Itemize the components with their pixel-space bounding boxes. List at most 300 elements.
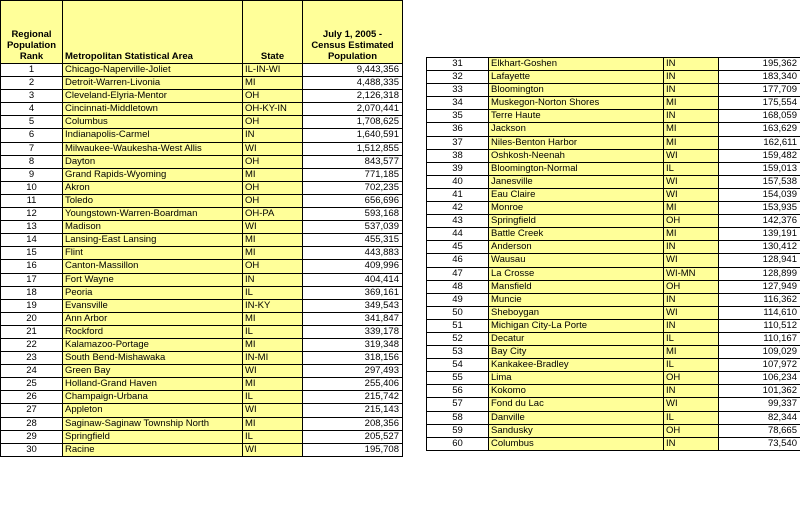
rank-cell: 14 <box>1 234 63 247</box>
msa-cell: Saginaw-Saginaw Township North <box>63 417 243 430</box>
table-row <box>1 221 403 234</box>
msa-cell: Niles-Benton Harbor <box>489 136 664 149</box>
msa-cell: Dayton <box>63 155 243 168</box>
state-cell: OH-PA <box>243 208 303 221</box>
rank-cell: 48 <box>427 280 489 293</box>
rank-cell: 34 <box>427 97 489 110</box>
table-row <box>1 116 403 129</box>
msa-cell: Jackson <box>489 123 664 136</box>
header-row <box>1 1 403 64</box>
state-cell: WI <box>243 443 303 456</box>
population-cell: 73,540 <box>719 437 800 450</box>
msa-cell: Monroe <box>489 202 664 215</box>
msa-cell: Milwaukee-Waukesha-West Allis <box>63 142 243 155</box>
state-cell: IN <box>664 84 719 97</box>
table-row <box>1 77 403 90</box>
table-row <box>427 319 800 332</box>
table-row <box>1 417 403 430</box>
rank-cell: 54 <box>427 359 489 372</box>
population-cell: 339,178 <box>303 325 403 338</box>
population-cell: 177,709 <box>719 84 800 97</box>
table-row <box>427 149 800 162</box>
rank-cell: 13 <box>1 221 63 234</box>
rank-cell: 43 <box>427 215 489 228</box>
table-row <box>427 332 800 345</box>
population-cell: 154,039 <box>719 188 800 201</box>
population-cell: 162,611 <box>719 136 800 149</box>
state-cell: WI <box>664 149 719 162</box>
state-cell: MI <box>243 417 303 430</box>
table-row <box>1 430 403 443</box>
population-cell: 1,640,591 <box>303 129 403 142</box>
population-cell: 593,168 <box>303 208 403 221</box>
population-cell: 101,362 <box>719 385 800 398</box>
rank-cell: 37 <box>427 136 489 149</box>
rank-cell: 35 <box>427 110 489 123</box>
table-row <box>1 194 403 207</box>
table-row <box>1 365 403 378</box>
population-cell: 702,235 <box>303 181 403 194</box>
state-cell: MI <box>243 247 303 260</box>
msa-cell: Lima <box>489 372 664 385</box>
rank-cell: 42 <box>427 202 489 215</box>
rank-cell: 5 <box>1 116 63 129</box>
header-population: July 1, 2005 - Census Estimated Population <box>303 1 403 64</box>
table-row <box>1 338 403 351</box>
rank-cell: 10 <box>1 181 63 194</box>
state-cell: OH <box>243 155 303 168</box>
population-cell: 114,610 <box>719 306 800 319</box>
population-cell: 2,126,318 <box>303 90 403 103</box>
table-row <box>427 84 800 97</box>
population-cell: 128,941 <box>719 254 800 267</box>
msa-cell: Decatur <box>489 332 664 345</box>
rank-cell: 17 <box>1 273 63 286</box>
msa-cell: Springfield <box>63 430 243 443</box>
state-cell: WI-MN <box>664 267 719 280</box>
table-row <box>427 293 800 306</box>
state-cell: WI <box>243 142 303 155</box>
population-cell: 159,482 <box>719 149 800 162</box>
state-cell: MI <box>664 346 719 359</box>
rank-cell: 7 <box>1 142 63 155</box>
rank-cell: 51 <box>427 319 489 332</box>
msa-cell: Kokomo <box>489 385 664 398</box>
population-cell: 443,883 <box>303 247 403 260</box>
state-cell: WI <box>664 175 719 188</box>
population-cell: 127,949 <box>719 280 800 293</box>
table-row <box>427 254 800 267</box>
table-row <box>1 247 403 260</box>
table-row <box>427 202 800 215</box>
table-row <box>1 391 403 404</box>
state-cell: WI <box>664 254 719 267</box>
rank-cell: 25 <box>1 378 63 391</box>
rank-cell: 2 <box>1 77 63 90</box>
msa-cell: Eau Claire <box>489 188 664 201</box>
msa-cell: Akron <box>63 181 243 194</box>
state-cell: OH <box>243 194 303 207</box>
rank-cell: 58 <box>427 411 489 424</box>
population-cell: 205,527 <box>303 430 403 443</box>
state-cell: IN <box>664 110 719 123</box>
msa-cell: Cleveland-Elyria-Mentor <box>63 90 243 103</box>
population-cell: 409,996 <box>303 260 403 273</box>
rank-cell: 27 <box>1 404 63 417</box>
msa-cell: La Crosse <box>489 267 664 280</box>
table-row <box>427 411 800 424</box>
population-cell: 1,708,625 <box>303 116 403 129</box>
state-cell: IL <box>664 359 719 372</box>
population-cell: 109,029 <box>719 346 800 359</box>
rank-cell: 53 <box>427 346 489 359</box>
msa-cell: Sheboygan <box>489 306 664 319</box>
population-cell: 116,362 <box>719 293 800 306</box>
rank-cell: 31 <box>427 58 489 71</box>
table-row <box>1 299 403 312</box>
population-cell: 208,356 <box>303 417 403 430</box>
table-row <box>1 168 403 181</box>
msa-cell: Madison <box>63 221 243 234</box>
rank-cell: 12 <box>1 208 63 221</box>
population-cell: 78,665 <box>719 424 800 437</box>
msa-cell: Flint <box>63 247 243 260</box>
rank-cell: 55 <box>427 372 489 385</box>
population-cell: 656,696 <box>303 194 403 207</box>
state-cell: OH <box>664 372 719 385</box>
population-cell: 843,577 <box>303 155 403 168</box>
population-cell: 537,039 <box>303 221 403 234</box>
msa-cell: Danville <box>489 411 664 424</box>
msa-table-left <box>0 0 403 457</box>
msa-cell: Battle Creek <box>489 228 664 241</box>
rank-cell: 18 <box>1 286 63 299</box>
table-row <box>427 241 800 254</box>
table-row <box>1 443 403 456</box>
table-row <box>427 228 800 241</box>
rank-cell: 46 <box>427 254 489 267</box>
rank-cell: 32 <box>427 71 489 84</box>
rank-cell: 36 <box>427 123 489 136</box>
population-cell: 195,362 <box>719 58 800 71</box>
rank-cell: 60 <box>427 437 489 450</box>
state-cell: MI <box>664 97 719 110</box>
state-cell: IN <box>664 241 719 254</box>
state-cell: IN <box>664 71 719 84</box>
state-cell: MI <box>243 168 303 181</box>
state-cell: IN <box>664 385 719 398</box>
state-cell: MI <box>243 338 303 351</box>
header-rank: Regional Population Rank <box>1 1 63 64</box>
msa-cell: Kankakee-Bradley <box>489 359 664 372</box>
rank-cell: 28 <box>1 417 63 430</box>
table-row <box>427 188 800 201</box>
rank-cell: 40 <box>427 175 489 188</box>
table-row <box>427 280 800 293</box>
state-cell: MI <box>243 378 303 391</box>
msa-cell: Lafayette <box>489 71 664 84</box>
state-cell: IL-IN-WI <box>243 64 303 77</box>
table-row <box>427 267 800 280</box>
table-row <box>427 162 800 175</box>
state-cell: WI <box>664 306 719 319</box>
table-row <box>427 346 800 359</box>
table-row <box>427 71 800 84</box>
state-cell: IL <box>664 162 719 175</box>
state-cell: OH <box>664 424 719 437</box>
state-cell: MI <box>243 77 303 90</box>
population-cell: 139,191 <box>719 228 800 241</box>
population-cell: 110,167 <box>719 332 800 345</box>
msa-cell: Indianapolis-Carmel <box>63 129 243 142</box>
msa-cell: Oshkosh-Neenah <box>489 149 664 162</box>
table-row <box>427 123 800 136</box>
state-cell: IN <box>664 437 719 450</box>
msa-cell: Peoria <box>63 286 243 299</box>
header-msa: Metropolitan Statistical Area <box>63 1 243 64</box>
population-cell: 195,708 <box>303 443 403 456</box>
msa-cell: Green Bay <box>63 365 243 378</box>
population-cell: 130,412 <box>719 241 800 254</box>
population-cell: 110,512 <box>719 319 800 332</box>
state-cell: OH <box>243 116 303 129</box>
state-cell: WI <box>664 398 719 411</box>
rank-cell: 26 <box>1 391 63 404</box>
rank-cell: 15 <box>1 247 63 260</box>
population-cell: 215,143 <box>303 404 403 417</box>
msa-cell: Elkhart-Goshen <box>489 58 664 71</box>
table-row <box>427 215 800 228</box>
rank-cell: 50 <box>427 306 489 319</box>
table-row <box>427 359 800 372</box>
state-cell: IL <box>243 430 303 443</box>
rank-cell: 38 <box>427 149 489 162</box>
table-row <box>1 64 403 77</box>
population-cell: 157,538 <box>719 175 800 188</box>
rank-cell: 47 <box>427 267 489 280</box>
population-cell: 349,543 <box>303 299 403 312</box>
rank-cell: 30 <box>1 443 63 456</box>
rank-cell: 8 <box>1 155 63 168</box>
state-cell: IN-KY <box>243 299 303 312</box>
msa-cell: Fond du Lac <box>489 398 664 411</box>
rank-cell: 22 <box>1 338 63 351</box>
msa-cell: Columbus <box>63 116 243 129</box>
population-cell: 159,013 <box>719 162 800 175</box>
rank-cell: 52 <box>427 332 489 345</box>
population-cell: 455,315 <box>303 234 403 247</box>
rank-cell: 23 <box>1 352 63 365</box>
rank-cell: 21 <box>1 325 63 338</box>
population-cell: 319,348 <box>303 338 403 351</box>
table-row <box>1 286 403 299</box>
population-cell: 153,935 <box>719 202 800 215</box>
state-cell: OH <box>243 181 303 194</box>
population-cell: 9,443,356 <box>303 64 403 77</box>
msa-cell: Holland-Grand Haven <box>63 378 243 391</box>
msa-cell: South Bend-Mishawaka <box>63 352 243 365</box>
rank-cell: 1 <box>1 64 63 77</box>
msa-table-right <box>426 57 800 451</box>
table-row <box>1 260 403 273</box>
table-row <box>1 325 403 338</box>
state-cell: IL <box>664 411 719 424</box>
msa-cell: Youngstown-Warren-Boardman <box>63 208 243 221</box>
rank-cell: 9 <box>1 168 63 181</box>
state-cell: OH <box>243 260 303 273</box>
state-cell: MI <box>664 123 719 136</box>
state-cell: WI <box>243 404 303 417</box>
state-cell: IN <box>243 129 303 142</box>
table-row <box>1 404 403 417</box>
table-row <box>1 142 403 155</box>
msa-cell: Muskegon-Norton Shores <box>489 97 664 110</box>
state-cell: IL <box>243 286 303 299</box>
msa-cell: Lansing-East Lansing <box>63 234 243 247</box>
state-cell: OH-KY-IN <box>243 103 303 116</box>
msa-cell: Bloomington-Normal <box>489 162 664 175</box>
msa-cell: Bloomington <box>489 84 664 97</box>
population-cell: 771,185 <box>303 168 403 181</box>
state-cell: WI <box>664 188 719 201</box>
population-cell: 142,376 <box>719 215 800 228</box>
msa-cell: Michigan City-La Porte <box>489 319 664 332</box>
rank-cell: 57 <box>427 398 489 411</box>
state-cell: IL <box>664 332 719 345</box>
rank-cell: 44 <box>427 228 489 241</box>
rank-cell: 16 <box>1 260 63 273</box>
msa-cell: Janesville <box>489 175 664 188</box>
state-cell: OH <box>664 215 719 228</box>
population-cell: 215,742 <box>303 391 403 404</box>
msa-cell: Champaign-Urbana <box>63 391 243 404</box>
table-row <box>427 385 800 398</box>
msa-cell: Canton-Massillon <box>63 260 243 273</box>
state-cell: MI <box>664 136 719 149</box>
msa-cell: Columbus <box>489 437 664 450</box>
table-row <box>427 437 800 450</box>
table-row <box>427 372 800 385</box>
table-row <box>427 424 800 437</box>
population-cell: 99,337 <box>719 398 800 411</box>
msa-cell: Detroit-Warren-Livonia <box>63 77 243 90</box>
state-cell: WI <box>243 365 303 378</box>
population-cell: 2,070,441 <box>303 103 403 116</box>
table-row <box>1 378 403 391</box>
msa-cell: Kalamazoo-Portage <box>63 338 243 351</box>
population-cell: 341,847 <box>303 312 403 325</box>
population-cell: 82,344 <box>719 411 800 424</box>
table-row <box>427 97 800 110</box>
msa-cell: Racine <box>63 443 243 456</box>
rank-cell: 11 <box>1 194 63 207</box>
state-cell: MI <box>243 234 303 247</box>
msa-cell: Chicago-Naperville-Joliet <box>63 64 243 77</box>
msa-cell: Terre Haute <box>489 110 664 123</box>
msa-cell: Evansville <box>63 299 243 312</box>
population-cell: 404,414 <box>303 273 403 286</box>
rank-cell: 3 <box>1 90 63 103</box>
state-cell: IL <box>243 325 303 338</box>
table-row <box>427 110 800 123</box>
population-cell: 1,512,855 <box>303 142 403 155</box>
table-row <box>1 312 403 325</box>
table-row <box>427 398 800 411</box>
table-row <box>1 90 403 103</box>
table-row <box>1 103 403 116</box>
msa-cell: Fort Wayne <box>63 273 243 286</box>
header-state: State <box>243 1 303 64</box>
msa-cell: Springfield <box>489 215 664 228</box>
state-cell: OH <box>243 90 303 103</box>
population-cell: 163,629 <box>719 123 800 136</box>
rank-cell: 6 <box>1 129 63 142</box>
population-cell: 168,059 <box>719 110 800 123</box>
rank-cell: 24 <box>1 365 63 378</box>
population-cell: 128,899 <box>719 267 800 280</box>
table-row <box>427 175 800 188</box>
table-row <box>1 352 403 365</box>
msa-cell: Ann Arbor <box>63 312 243 325</box>
msa-cell: Anderson <box>489 241 664 254</box>
population-cell: 297,493 <box>303 365 403 378</box>
msa-cell: Sandusky <box>489 424 664 437</box>
rank-cell: 41 <box>427 188 489 201</box>
population-cell: 107,972 <box>719 359 800 372</box>
state-cell: IN <box>664 293 719 306</box>
msa-cell: Toledo <box>63 194 243 207</box>
rank-cell: 56 <box>427 385 489 398</box>
rank-cell: 33 <box>427 84 489 97</box>
msa-cell: Appleton <box>63 404 243 417</box>
rank-cell: 45 <box>427 241 489 254</box>
msa-cell: Muncie <box>489 293 664 306</box>
table-row <box>1 155 403 168</box>
table-row <box>1 273 403 286</box>
population-cell: 369,161 <box>303 286 403 299</box>
rank-cell: 4 <box>1 103 63 116</box>
table-row <box>427 306 800 319</box>
population-cell: 106,234 <box>719 372 800 385</box>
rank-cell: 39 <box>427 162 489 175</box>
msa-cell: Mansfield <box>489 280 664 293</box>
state-cell: IL <box>243 391 303 404</box>
rank-cell: 20 <box>1 312 63 325</box>
population-cell: 183,340 <box>719 71 800 84</box>
rank-cell: 29 <box>1 430 63 443</box>
state-cell: WI <box>243 221 303 234</box>
state-cell: IN <box>664 58 719 71</box>
population-cell: 175,554 <box>719 97 800 110</box>
state-cell: MI <box>664 228 719 241</box>
msa-cell: Bay City <box>489 346 664 359</box>
rank-cell: 59 <box>427 424 489 437</box>
table-row <box>427 136 800 149</box>
state-cell: IN <box>664 319 719 332</box>
table-row <box>1 234 403 247</box>
population-cell: 255,406 <box>303 378 403 391</box>
population-cell: 4,488,335 <box>303 77 403 90</box>
population-cell: 318,156 <box>303 352 403 365</box>
table-row <box>1 181 403 194</box>
table-row <box>427 58 800 71</box>
state-cell: IN-MI <box>243 352 303 365</box>
table-row <box>1 129 403 142</box>
rank-cell: 19 <box>1 299 63 312</box>
state-cell: IN <box>243 273 303 286</box>
msa-cell: Cincinnati-Middletown <box>63 103 243 116</box>
state-cell: MI <box>243 312 303 325</box>
